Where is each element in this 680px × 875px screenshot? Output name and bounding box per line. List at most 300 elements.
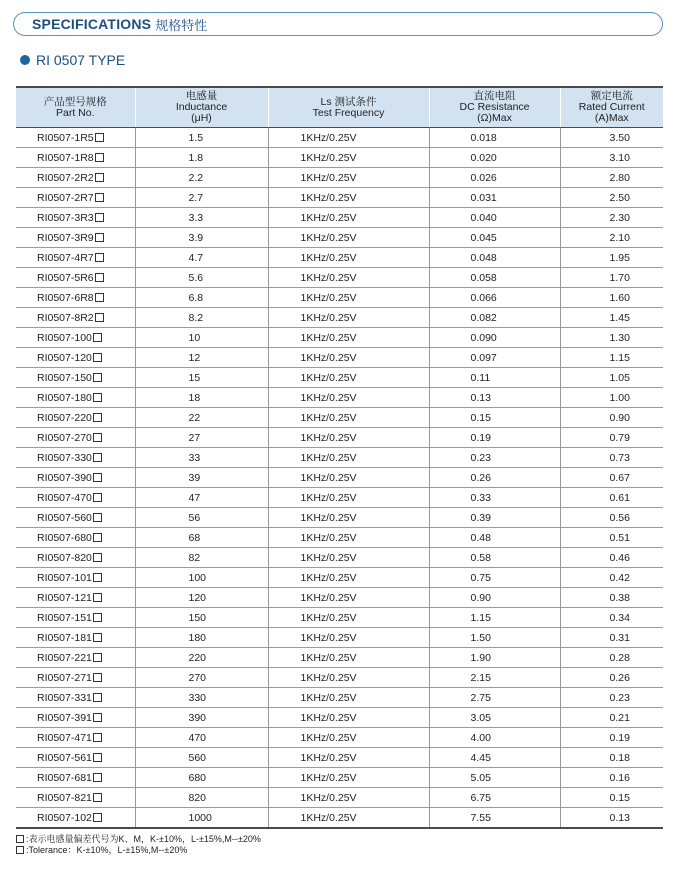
cell-rated-current-text: 1.00 [609, 391, 630, 404]
tolerance-box-icon [95, 153, 104, 162]
cell-test-frequency-text: 1KHz/0.25V [300, 671, 357, 684]
cell-part-no [16, 568, 135, 588]
cell-rated-current [560, 748, 663, 768]
table-row [16, 408, 663, 428]
cell-test-frequency [268, 188, 429, 208]
cell-rated-current [560, 128, 663, 148]
cell-dc-resistance-text: 2.15 [470, 671, 491, 684]
cell-part-no [16, 688, 135, 708]
cell-part-no-text: RI0507-100 [37, 331, 92, 344]
cell-dc-resistance-text: 3.05 [470, 711, 491, 724]
cell-inductance [135, 128, 268, 148]
tolerance-box-icon [93, 473, 102, 482]
cell-rated-current-text: 0.56 [609, 511, 630, 524]
cell-test-frequency [268, 568, 429, 588]
cell-rated-current-text: 0.67 [609, 471, 630, 484]
cell-rated-current [560, 568, 663, 588]
cell-inductance [135, 488, 268, 508]
cell-inductance [135, 408, 268, 428]
cell-test-frequency [268, 228, 429, 248]
cell-dc-resistance-text: 4.45 [470, 751, 491, 764]
cell-test-frequency [268, 588, 429, 608]
cell-inductance-text: 390 [188, 711, 207, 724]
tolerance-box-icon [93, 633, 102, 642]
cell-dc-resistance-text: 0.26 [470, 471, 491, 484]
cell-test-frequency [268, 528, 429, 548]
cell-test-frequency [268, 408, 429, 428]
cell-dc-resistance [429, 768, 560, 788]
cell-test-frequency-text: 1KHz/0.25V [300, 231, 357, 244]
cell-test-frequency-text: 1KHz/0.25V [300, 211, 357, 224]
cell-part-no [16, 548, 135, 568]
cell-part-no-text: RI0507-5R6 [37, 271, 94, 284]
cell-rated-current [560, 308, 663, 328]
cell-part-no [16, 308, 135, 328]
cell-dc-resistance-text: 0.75 [470, 571, 491, 584]
cell-rated-current [560, 148, 663, 168]
tolerance-box-icon [95, 293, 104, 302]
cell-part-no [16, 328, 135, 348]
cell-dc-resistance [429, 248, 560, 268]
cell-rated-current [560, 488, 663, 508]
column-header-unit: (Ω)Max [477, 112, 512, 124]
cell-part-no [16, 188, 135, 208]
cell-dc-resistance-text: 0.026 [470, 171, 497, 184]
cell-rated-current-text: 1.95 [609, 251, 630, 264]
cell-rated-current [560, 628, 663, 648]
cell-inductance-text: 150 [188, 611, 207, 624]
cell-part-no-text: RI0507-3R9 [37, 231, 94, 244]
cell-test-frequency-text: 1KHz/0.25V [300, 571, 357, 584]
cell-part-no-text: RI0507-181 [37, 631, 92, 644]
cell-dc-resistance-text: 0.082 [470, 311, 497, 324]
cell-rated-current-text: 0.13 [609, 811, 630, 824]
cell-rated-current [560, 588, 663, 608]
cell-inductance-text: 330 [188, 691, 207, 704]
cell-dc-resistance-text: 0.018 [470, 131, 497, 144]
cell-test-frequency-text: 1KHz/0.25V [300, 291, 357, 304]
cell-dc-resistance [429, 328, 560, 348]
cell-rated-current-text: 0.34 [609, 611, 630, 624]
table-row [16, 568, 663, 588]
cell-dc-resistance [429, 628, 560, 648]
cell-test-frequency [268, 308, 429, 328]
cell-dc-resistance-text: 0.58 [470, 551, 491, 564]
tolerance-box-icon [93, 653, 102, 662]
cell-dc-resistance [429, 608, 560, 628]
cell-inductance [135, 768, 268, 788]
tolerance-box-icon [95, 213, 104, 222]
note-text-cn: :表示电感量偏差代号为K、M，K-±10%，L-±15%,M--±20% [26, 834, 261, 844]
table-row [16, 508, 663, 528]
cell-inductance-text: 56 [188, 511, 201, 524]
column-header-cn: 直流电阻 [473, 90, 516, 102]
note-text-en: :Tolerance：K-±10%，L-±15%,M--±20% [26, 845, 188, 855]
cell-inductance-text: 12 [188, 351, 201, 364]
cell-test-frequency-text: 1KHz/0.25V [300, 451, 357, 464]
note-line-cn [16, 834, 261, 845]
notes [16, 834, 261, 856]
tolerance-box-icon [95, 133, 104, 142]
cell-inductance-text: 5.6 [188, 271, 204, 284]
cell-dc-resistance [429, 428, 560, 448]
cell-test-frequency-text: 1KHz/0.25V [300, 351, 357, 364]
cell-part-no-text: RI0507-1R8 [37, 151, 94, 164]
tolerance-box-icon [95, 173, 104, 182]
cell-rated-current-text: 0.51 [609, 531, 630, 544]
cell-part-no-text: RI0507-270 [37, 431, 92, 444]
tolerance-box-icon [93, 693, 102, 702]
table-row [16, 308, 663, 328]
cell-test-frequency [268, 388, 429, 408]
cell-inductance [135, 328, 268, 348]
cell-test-frequency-text: 1KHz/0.25V [300, 251, 357, 264]
table-row [16, 748, 663, 768]
cell-part-no [16, 748, 135, 768]
cell-test-frequency-text: 1KHz/0.25V [300, 791, 357, 804]
cell-rated-current-text: 0.26 [609, 671, 630, 684]
cell-rated-current [560, 708, 663, 728]
cell-rated-current-text: 0.38 [609, 591, 630, 604]
cell-dc-resistance [429, 168, 560, 188]
cell-inductance [135, 548, 268, 568]
cell-test-frequency [268, 788, 429, 808]
cell-inductance-text: 27 [188, 431, 201, 444]
tolerance-box-icon [93, 573, 102, 582]
cell-inductance [135, 388, 268, 408]
tolerance-box-icon [93, 433, 102, 442]
cell-rated-current [560, 768, 663, 788]
cell-test-frequency-text: 1KHz/0.25V [300, 411, 357, 424]
cell-rated-current [560, 688, 663, 708]
specifications-header [13, 12, 663, 36]
type-heading [20, 52, 125, 68]
cell-test-frequency [268, 368, 429, 388]
cell-part-no [16, 708, 135, 728]
cell-test-frequency-text: 1KHz/0.25V [300, 631, 357, 644]
cell-test-frequency-text: 1KHz/0.25V [300, 551, 357, 564]
cell-test-frequency-text: 1KHz/0.25V [300, 311, 357, 324]
cell-rated-current-text: 2.50 [609, 191, 630, 204]
cell-rated-current-text: 1.70 [609, 271, 630, 284]
cell-rated-current-text: 0.23 [609, 691, 630, 704]
cell-part-no [16, 408, 135, 428]
cell-inductance [135, 528, 268, 548]
cell-rated-current-text: 1.15 [609, 351, 630, 364]
cell-inductance [135, 288, 268, 308]
tolerance-box-icon [93, 773, 102, 782]
cell-part-no-text: RI0507-102 [37, 811, 92, 824]
cell-part-no [16, 468, 135, 488]
cell-inductance-text: 270 [188, 671, 207, 684]
cell-part-no [16, 808, 135, 829]
cell-inductance [135, 228, 268, 248]
cell-part-no-text: RI0507-271 [37, 671, 92, 684]
cell-rated-current-text: 1.30 [609, 331, 630, 344]
cell-test-frequency [268, 668, 429, 688]
cell-rated-current [560, 528, 663, 548]
cell-dc-resistance [429, 308, 560, 328]
tolerance-box-icon [95, 313, 104, 322]
cell-test-frequency-text: 1KHz/0.25V [300, 511, 357, 524]
cell-inductance-text: 39 [188, 471, 201, 484]
cell-rated-current-text: 2.30 [609, 211, 630, 224]
tolerance-box-icon [93, 733, 102, 742]
cell-test-frequency-text: 1KHz/0.25V [300, 711, 357, 724]
cell-test-frequency-text: 1KHz/0.25V [300, 271, 357, 284]
cell-rated-current-text: 0.73 [609, 451, 630, 464]
cell-part-no-text: RI0507-150 [37, 371, 92, 384]
cell-test-frequency [268, 208, 429, 228]
cell-rated-current [560, 188, 663, 208]
cell-dc-resistance-text: 0.090 [470, 331, 497, 344]
table-row [16, 628, 663, 648]
cell-test-frequency [268, 248, 429, 268]
cell-inductance-text: 6.8 [188, 291, 204, 304]
cell-dc-resistance [429, 368, 560, 388]
cell-rated-current-text: 1.05 [609, 371, 630, 384]
cell-part-no [16, 728, 135, 748]
cell-dc-resistance [429, 728, 560, 748]
cell-test-frequency-text: 1KHz/0.25V [300, 171, 357, 184]
cell-test-frequency-text: 1KHz/0.25V [300, 131, 357, 144]
cell-rated-current-text: 0.18 [609, 751, 630, 764]
table-row [16, 388, 663, 408]
cell-dc-resistance [429, 268, 560, 288]
cell-rated-current [560, 508, 663, 528]
table-row [16, 128, 663, 148]
table-header-row [16, 87, 663, 128]
cell-inductance [135, 668, 268, 688]
cell-inductance [135, 708, 268, 728]
cell-test-frequency-text: 1KHz/0.25V [300, 371, 357, 384]
table-row [16, 808, 663, 829]
cell-part-no-text: RI0507-1R5 [37, 131, 94, 144]
cell-part-no [16, 788, 135, 808]
cell-dc-resistance-text: 7.55 [470, 811, 491, 824]
table-row [16, 228, 663, 248]
cell-dc-resistance-text: 0.097 [470, 351, 497, 364]
cell-inductance-text: 47 [188, 491, 201, 504]
table-row [16, 588, 663, 608]
cell-part-no-text: RI0507-8R2 [37, 311, 94, 324]
cell-inductance-text: 120 [188, 591, 207, 604]
cell-dc-resistance [429, 588, 560, 608]
cell-inductance [135, 468, 268, 488]
table-row [16, 428, 663, 448]
cell-rated-current [560, 788, 663, 808]
table-row [16, 468, 663, 488]
column-header-en: DC Resistance [459, 101, 530, 113]
cell-dc-resistance-text: 2.75 [470, 691, 491, 704]
cell-inductance [135, 728, 268, 748]
cell-part-no-text: RI0507-470 [37, 491, 92, 504]
cell-part-no [16, 268, 135, 288]
cell-part-no-text: RI0507-391 [37, 711, 92, 724]
tolerance-box-icon [93, 493, 102, 502]
cell-rated-current [560, 808, 663, 829]
cell-dc-resistance [429, 708, 560, 728]
cell-dc-resistance [429, 528, 560, 548]
cell-part-no [16, 168, 135, 188]
cell-dc-resistance [429, 748, 560, 768]
cell-dc-resistance-text: 0.066 [470, 291, 497, 304]
cell-test-frequency-text: 1KHz/0.25V [300, 331, 357, 344]
cell-dc-resistance [429, 568, 560, 588]
cell-part-no [16, 368, 135, 388]
cell-rated-current [560, 268, 663, 288]
cell-part-no-text: RI0507-6R8 [37, 291, 94, 304]
cell-part-no-text: RI0507-330 [37, 451, 92, 464]
cell-part-no-text: RI0507-3R3 [37, 211, 94, 224]
cell-test-frequency [268, 628, 429, 648]
cell-part-no [16, 228, 135, 248]
cell-inductance-text: 680 [188, 771, 207, 784]
cell-part-no [16, 768, 135, 788]
cell-inductance-text: 4.7 [188, 251, 204, 264]
cell-test-frequency [268, 168, 429, 188]
table-row [16, 728, 663, 748]
tolerance-box-icon [93, 793, 102, 802]
cell-inductance [135, 648, 268, 668]
tolerance-box-icon [93, 593, 102, 602]
cell-inductance-text: 470 [188, 731, 207, 744]
cell-inductance-text: 68 [188, 531, 201, 544]
cell-inductance [135, 348, 268, 368]
cell-dc-resistance-text: 6.75 [470, 791, 491, 804]
cell-inductance [135, 788, 268, 808]
cell-dc-resistance-text: 0.15 [470, 411, 491, 424]
cell-test-frequency-text: 1KHz/0.25V [300, 491, 357, 504]
cell-test-frequency [268, 708, 429, 728]
cell-part-no-text: RI0507-331 [37, 691, 92, 704]
table-row [16, 528, 663, 548]
cell-test-frequency-text: 1KHz/0.25V [300, 431, 357, 444]
cell-test-frequency-text: 1KHz/0.25V [300, 731, 357, 744]
cell-test-frequency [268, 148, 429, 168]
cell-part-no-text: RI0507-390 [37, 471, 92, 484]
cell-rated-current [560, 348, 663, 368]
cell-inductance-text: 560 [188, 751, 207, 764]
cell-part-no-text: RI0507-4R7 [37, 251, 94, 264]
table-row [16, 268, 663, 288]
cell-part-no [16, 428, 135, 448]
cell-test-frequency-text: 1KHz/0.25V [300, 591, 357, 604]
cell-rated-current-text: 3.10 [609, 151, 630, 164]
cell-dc-resistance [429, 788, 560, 808]
cell-test-frequency [268, 748, 429, 768]
specifications-title-cn: 规格特性 [155, 18, 208, 34]
cell-rated-current [560, 548, 663, 568]
cell-part-no [16, 208, 135, 228]
column-header-inductance [135, 87, 268, 128]
cell-inductance [135, 308, 268, 328]
cell-test-frequency [268, 128, 429, 148]
cell-dc-resistance-text: 0.020 [470, 151, 497, 164]
cell-rated-current [560, 668, 663, 688]
cell-test-frequency [268, 808, 429, 829]
column-header-en: Part No. [55, 106, 95, 119]
table-row [16, 248, 663, 268]
cell-test-frequency [268, 768, 429, 788]
cell-inductance [135, 248, 268, 268]
tolerance-box-icon [93, 373, 102, 382]
cell-rated-current [560, 448, 663, 468]
cell-test-frequency-text: 1KHz/0.25V [300, 531, 357, 544]
table-row [16, 368, 663, 388]
cell-test-frequency [268, 728, 429, 748]
cell-part-no [16, 508, 135, 528]
tolerance-box-icon [95, 233, 104, 242]
tolerance-box-icon [93, 753, 102, 762]
cell-dc-resistance [429, 408, 560, 428]
tolerance-box-icon [93, 393, 102, 402]
tolerance-box-icon [95, 273, 104, 282]
column-header-test-frequency [268, 87, 429, 128]
cell-part-no-text: RI0507-681 [37, 771, 92, 784]
cell-inductance-text: 820 [188, 791, 207, 804]
table-row [16, 668, 663, 688]
cell-inductance [135, 628, 268, 648]
cell-inductance-text: 100 [188, 571, 207, 584]
cell-rated-current [560, 468, 663, 488]
table-row [16, 208, 663, 228]
cell-part-no-text: RI0507-2R7 [37, 191, 94, 204]
cell-part-no-text: RI0507-561 [37, 751, 92, 764]
cell-rated-current-text: 0.79 [609, 431, 630, 444]
cell-rated-current [560, 248, 663, 268]
tolerance-box-icon [93, 613, 102, 622]
cell-dc-resistance-text: 0.031 [470, 191, 497, 204]
tolerance-box-icon [93, 333, 102, 342]
column-header-en: Inductance [175, 101, 228, 113]
cell-part-no [16, 128, 135, 148]
cell-inductance-text: 3.9 [188, 231, 204, 244]
cell-inductance-text: 220 [188, 651, 207, 664]
cell-part-no-text: RI0507-151 [37, 611, 92, 624]
cell-dc-resistance [429, 688, 560, 708]
cell-part-no [16, 348, 135, 368]
table-row [16, 608, 663, 628]
cell-test-frequency [268, 348, 429, 368]
cell-test-frequency [268, 288, 429, 308]
cell-rated-current [560, 368, 663, 388]
tolerance-box-icon [93, 453, 102, 462]
cell-rated-current-text: 0.21 [609, 711, 630, 724]
cell-inductance-text: 2.2 [188, 171, 204, 184]
cell-test-frequency-text: 1KHz/0.25V [300, 771, 357, 784]
cell-dc-resistance-text: 0.39 [470, 511, 491, 524]
cell-inductance [135, 368, 268, 388]
cell-test-frequency [268, 488, 429, 508]
cell-test-frequency [268, 428, 429, 448]
cell-inductance [135, 688, 268, 708]
cell-inductance [135, 268, 268, 288]
cell-dc-resistance [429, 648, 560, 668]
cell-part-no-text: RI0507-221 [37, 651, 92, 664]
cell-test-frequency-text: 1KHz/0.25V [300, 651, 357, 664]
column-header-cn: Ls 测试条件 [320, 95, 377, 108]
cell-inductance-text: 1.8 [188, 151, 204, 164]
cell-test-frequency [268, 268, 429, 288]
tolerance-box-icon [16, 835, 24, 843]
cell-inductance [135, 168, 268, 188]
cell-rated-current [560, 168, 663, 188]
cell-dc-resistance [429, 468, 560, 488]
cell-dc-resistance-text: 0.48 [470, 531, 491, 544]
cell-inductance [135, 748, 268, 768]
cell-rated-current-text: 0.90 [609, 411, 630, 424]
